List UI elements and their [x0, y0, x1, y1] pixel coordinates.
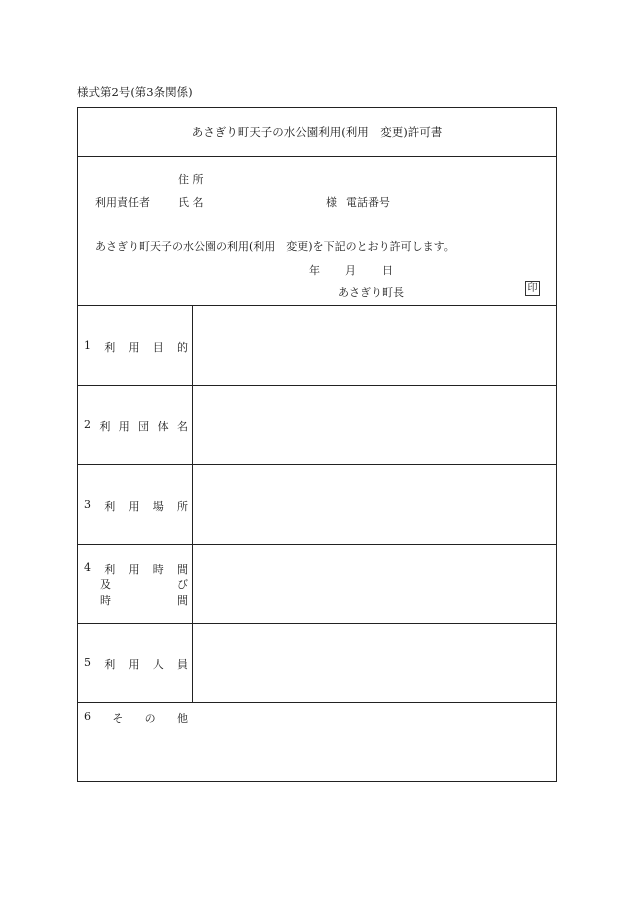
divider	[78, 385, 556, 386]
row-group-name-label	[84, 418, 188, 434]
issuer: あさぎり町長	[338, 286, 404, 299]
label-char: 間	[177, 594, 188, 607]
label-char: 用	[128, 563, 140, 576]
row-number: 5	[84, 656, 91, 669]
divider	[78, 623, 556, 624]
label-char: 用	[118, 420, 130, 433]
date-month: 月	[345, 264, 356, 277]
form-title: あさぎり町天子の水公園利用(利用 変更)許可書	[191, 125, 443, 139]
address-label: 住 所	[178, 173, 204, 186]
label-char: 員	[177, 658, 188, 671]
label-char: 用	[128, 500, 140, 513]
label-char: 利	[104, 341, 116, 354]
divider	[78, 464, 556, 465]
row-number: 4	[84, 561, 91, 574]
label-char: 的	[177, 341, 188, 354]
divider	[78, 156, 556, 157]
row-headcount-label	[84, 656, 188, 672]
date-day: 日	[382, 264, 393, 277]
row-time-label-line2	[100, 576, 188, 592]
label-char: 用	[128, 341, 140, 354]
label-char: 所	[177, 500, 188, 513]
form-number: 様式第2号(第3条関係)	[77, 85, 193, 99]
label-char: び	[177, 578, 188, 591]
row-number: 2	[84, 418, 91, 431]
row-time-label-line3	[100, 592, 188, 608]
responsible-person-label: 利用責任者	[95, 196, 150, 209]
label-char: そ	[112, 712, 124, 725]
divider	[78, 544, 556, 545]
row-other-label	[84, 710, 188, 726]
label-char: 用	[128, 658, 140, 671]
seal-mark: 印	[525, 281, 540, 296]
label-char: 体	[157, 420, 169, 433]
permit-statement: あさぎり町天子の水公園の利用(利用 変更)を下記のとおり許可します。	[95, 240, 455, 253]
label-char: の	[144, 712, 156, 725]
label-char: 利	[104, 500, 116, 513]
divider	[78, 702, 556, 703]
label-char: 名	[176, 420, 188, 433]
label-char: 時	[100, 594, 111, 607]
label-char: 場	[152, 500, 164, 513]
name-label: 氏 名	[178, 196, 204, 209]
divider	[78, 305, 556, 306]
row-time-label	[84, 561, 188, 577]
row-purpose-label	[84, 339, 188, 355]
label-char: 利	[104, 563, 116, 576]
label-char: 及	[100, 578, 111, 591]
label-char: 間	[177, 563, 188, 576]
row-number: 3	[84, 498, 91, 511]
phone-label: 電話番号	[346, 196, 390, 209]
date-year: 年	[309, 264, 320, 277]
label-char: 団	[138, 420, 150, 433]
label-char: 目	[152, 341, 164, 354]
label-char: 他	[176, 712, 188, 725]
label-char: 時	[152, 563, 164, 576]
label-char: 利	[104, 658, 116, 671]
row-number: 1	[84, 339, 91, 352]
label-char: 利	[99, 420, 111, 433]
row-number: 6	[84, 710, 91, 723]
permit-form	[77, 107, 557, 782]
label-column-divider	[192, 305, 193, 702]
row-location-label	[84, 498, 188, 514]
honorific: 様	[326, 196, 337, 209]
label-char: 人	[152, 658, 164, 671]
